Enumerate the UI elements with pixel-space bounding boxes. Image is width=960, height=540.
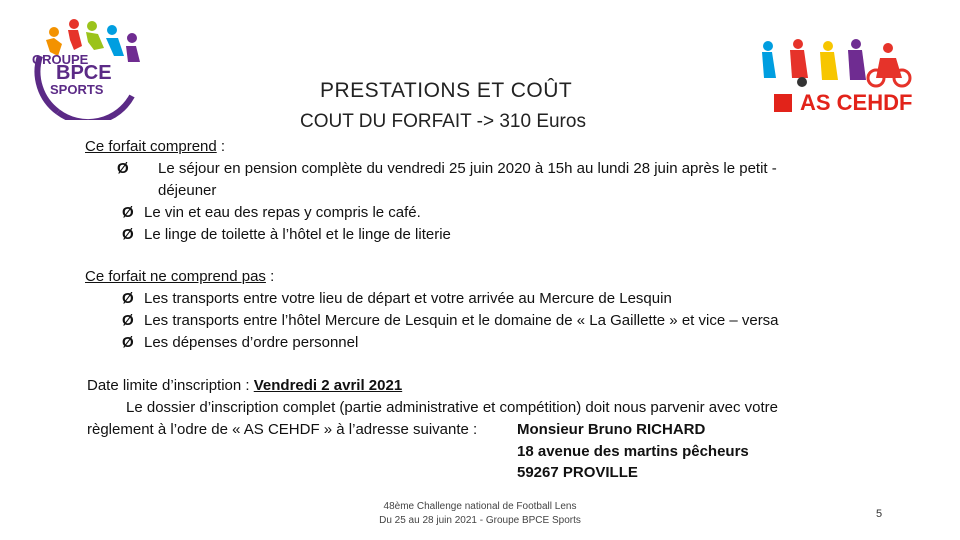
cehdf-banner: [774, 90, 913, 116]
deadline-line: [87, 377, 402, 394]
bullet-arrow-icon: Ø: [122, 204, 134, 221]
logo-left-line3: SPORTS: [50, 82, 104, 97]
bullet-arrow-icon: Ø: [122, 226, 134, 243]
included-heading: [85, 138, 225, 155]
groupe-bpce-sports-logo: [28, 16, 148, 120]
page-title: PRESTATIONS ET COÛT: [320, 79, 573, 102]
deadline-label: Date limite d’inscription :: [87, 377, 254, 394]
bullet-arrow-icon: Ø: [122, 290, 134, 307]
address-name: Monsieur Bruno RICHARD: [517, 421, 706, 438]
page-number: 5: [876, 508, 883, 520]
included-heading-colon: :: [216, 138, 226, 155]
logo-right-text: AS CEHDF: [800, 90, 913, 115]
excluded-item-3: Les dépenses d’ordre personnel: [144, 334, 359, 351]
footer-line-1: 48ème Challenge national de Football Lens: [383, 501, 577, 512]
logo-left-line1: GROUPE: [32, 52, 89, 67]
included-item-2: Le vin et eau des repas y compris le café.: [144, 204, 421, 221]
deadline-value: Vendredi 2 avril 2021: [253, 377, 403, 394]
excluded-item-1: Les transports entre votre lieu de départ et votre arrivée au Mercure de Lesquin: [144, 290, 672, 307]
excluded-item-2: Les transports entre l’hôtel Mercure de Lesquin et le domaine de « La Gaillette » et vice – versa: [144, 312, 779, 329]
address-street: 18 avenue des martins pêcheurs: [517, 443, 749, 460]
page-subtitle: COUT DU FORFAIT -> 310 Euros: [300, 111, 586, 132]
as-cehdf-logo: [756, 34, 916, 124]
address-city: 59267 PROVILLE: [517, 464, 638, 481]
bullet-arrow-icon: Ø: [122, 334, 134, 351]
footer-line-2: Du 25 au 28 juin 2021 - Groupe BPCE Sports: [379, 515, 581, 526]
included-item-1: Le séjour en pension complète du vendredi 25 juin 2020 à 15h au lundi 28 juin après le petit -: [158, 160, 777, 177]
included-item-3: Le linge de toilette à l’hôtel et le linge de literie: [144, 226, 451, 243]
registration-line-2: règlement à l’odre de « AS CEHDF » à l’adresse suivante :: [87, 421, 478, 438]
bullet-arrow-icon: Ø: [117, 160, 129, 177]
ce-square-icon: [774, 94, 792, 112]
logo-left-line2: BPCE: [56, 62, 112, 84]
bullet-arrow-icon: Ø: [122, 312, 134, 329]
excluded-heading: [85, 268, 274, 285]
excluded-heading-label: Ce forfait ne comprend pas: [85, 268, 266, 285]
included-item-1-cont: déjeuner: [158, 182, 217, 199]
registration-line-1: Le dossier d’inscription complet (partie administrative et compétition) doit nous parvenir avec votre: [126, 399, 778, 416]
included-heading-label: Ce forfait comprend: [85, 138, 217, 155]
footer: [360, 500, 600, 528]
excluded-heading-colon: :: [265, 268, 275, 285]
